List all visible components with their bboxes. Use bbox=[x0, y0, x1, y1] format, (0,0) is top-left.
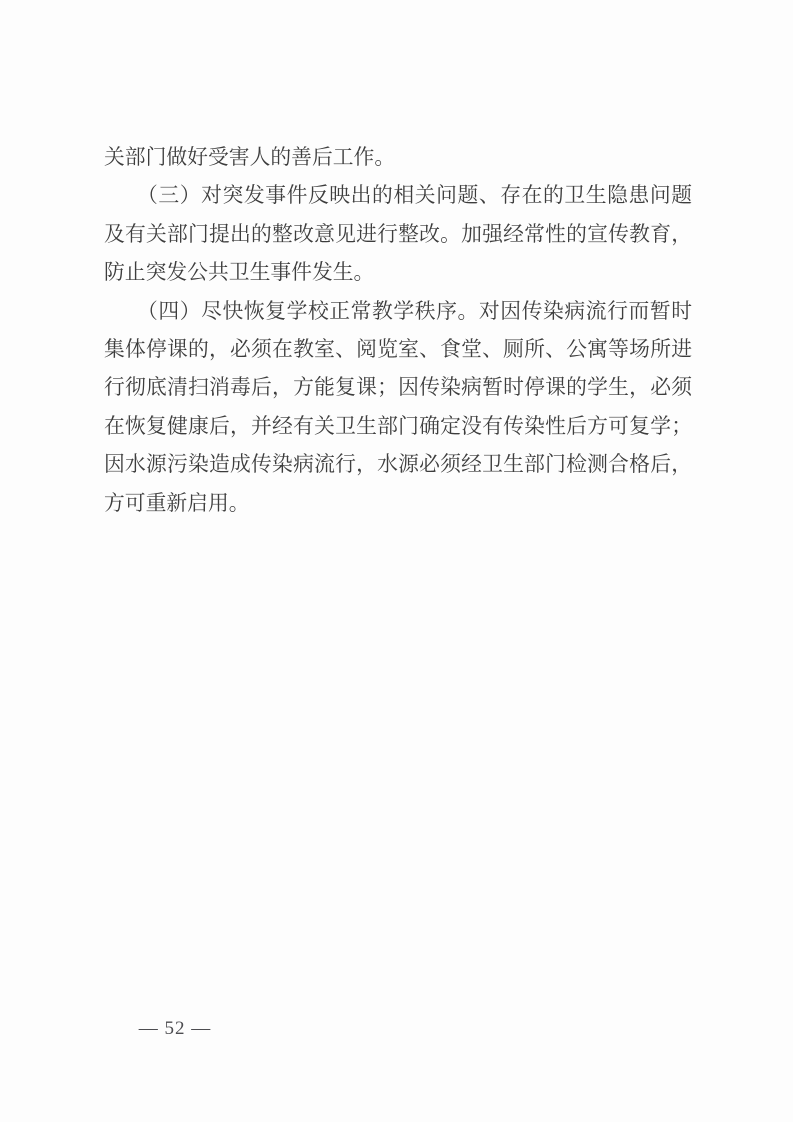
text-line: 在恢复健康后，并经有关卫生部门确定没有传染性后方可复学； bbox=[104, 414, 692, 438]
text-line: 因水源污染造成传染病流行，水源必须经卫生部门检测合格后， bbox=[104, 453, 692, 477]
paragraph bbox=[104, 293, 692, 523]
text-line: （四）尽快恢复学校正常教学秩序。对因传染病流行而暂时 bbox=[137, 299, 692, 323]
text-line: 关部门做好受害人的善后工作。 bbox=[104, 146, 396, 169]
text-line: 防止突发公共卫生事件发生。 bbox=[104, 261, 375, 285]
text-line: 行彻底清扫消毒后，方能复课；因传染病暂时停课的学生，必须 bbox=[104, 376, 692, 400]
text-line: 集体停课的，必须在教室、阅览室、食堂、厕所、公寓等场所进 bbox=[104, 337, 692, 361]
text-line: （三）对突发事件反映出的相关问题、存在的卫生隐患问题 bbox=[137, 184, 692, 208]
text-line: 及有关部门提出的整改意见进行整改。加强经常性的宣传教育， bbox=[104, 222, 692, 246]
page-number: — 52 — bbox=[138, 1018, 212, 1039]
paragraph bbox=[104, 177, 692, 292]
document-body bbox=[104, 139, 692, 523]
text-line: 方可重新启用。 bbox=[104, 491, 250, 515]
paragraph bbox=[104, 139, 692, 177]
